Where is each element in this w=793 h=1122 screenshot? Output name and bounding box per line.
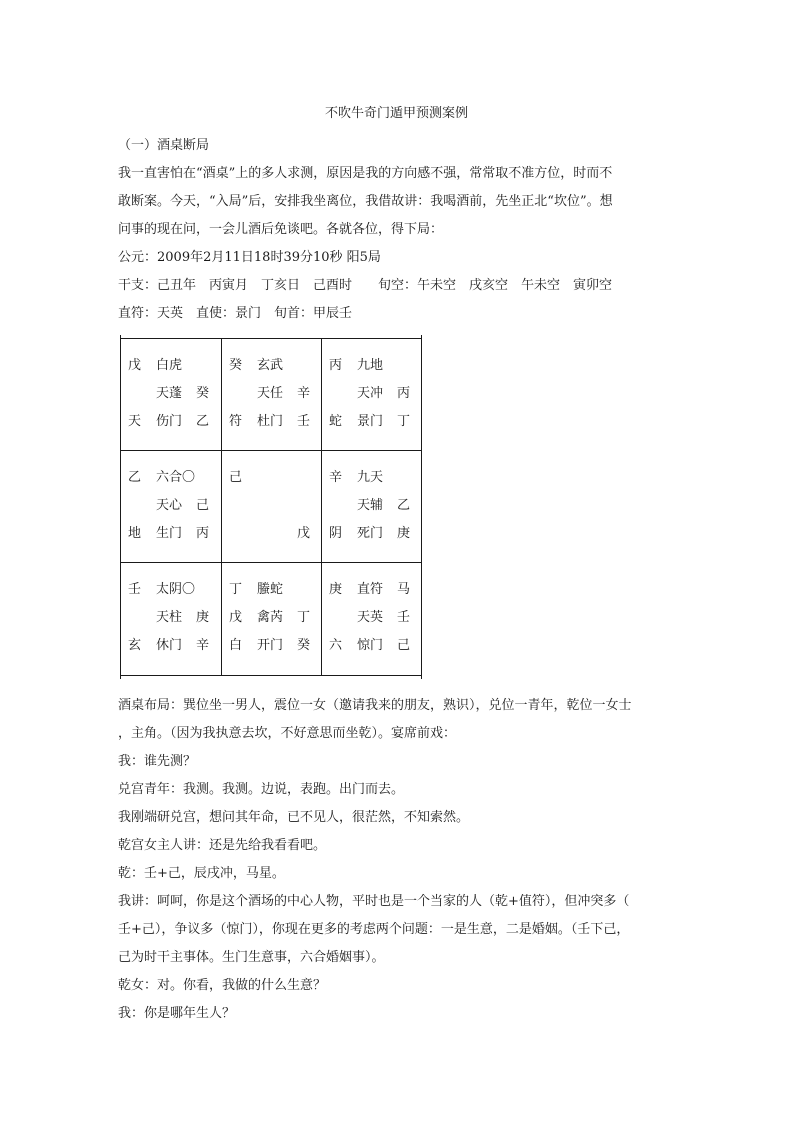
chart-border	[120, 559, 121, 566]
paragraph-line: 己为时干主事体。生门生意事，六合婚姻事）。	[118, 950, 385, 965]
palace-cell: 天柱	[156, 610, 183, 625]
palace-cell: 壬	[397, 610, 411, 625]
chart-border	[120, 335, 121, 342]
palace-cell: 己	[196, 498, 210, 513]
palace-cell: 壬	[128, 582, 142, 597]
palace-cell: 太阴〇	[156, 582, 196, 597]
palace-cell: 天任	[257, 386, 284, 401]
palace-cell: 白虎	[156, 358, 183, 373]
chart-border	[421, 447, 422, 454]
paragraph-line: ，主角。（因为我执意去坎，不好意思而坐乾）。宴席前戏：	[118, 726, 457, 741]
palace-cell: 景门	[357, 414, 384, 429]
chart-border	[120, 447, 121, 454]
chart-border	[120, 562, 422, 563]
palace-cell: 庚	[329, 582, 343, 597]
palace-cell: 戊	[128, 358, 142, 373]
palace-cell: 直符	[357, 582, 384, 597]
palace-cell: 戊	[229, 610, 243, 625]
palace-cell: 己	[397, 638, 411, 653]
palace-cell: 天蓬	[156, 386, 183, 401]
paragraph-line: 乾：壬+己，辰戌冲，马星。	[118, 866, 285, 881]
palace-cell: 白	[229, 638, 243, 653]
paragraph-line: 干支：己丑年 丙寅月 丁亥日 己酉时 旬空：午未空 戌亥空 午未空 寅卯空	[118, 278, 613, 293]
palace-cell: 辛	[297, 386, 311, 401]
chart-border	[120, 338, 422, 339]
palace-cell: 玄武	[257, 358, 284, 373]
palace-cell: 癸	[196, 386, 210, 401]
palace-cell: 庚	[397, 526, 411, 541]
palace-cell: 天	[128, 414, 142, 429]
palace-cell: 壬	[297, 414, 311, 429]
palace-cell: 辛	[196, 638, 210, 653]
paragraph-line: 直符：天英 直使：景门 旬首：甲辰壬	[118, 306, 353, 321]
palace-cell: 癸	[229, 358, 243, 373]
palace-cell: 蛇	[329, 414, 343, 429]
palace-cell: 丁	[297, 610, 311, 625]
paragraph-line: 我讲：呵呵，你是这个酒场的中心人物，平时也是一个当家的人（乾+值符），但冲突多（	[118, 894, 630, 909]
paragraph-line: 酒桌布局：巽位坐一男人，震位一女（邀请我来的朋友，熟识），兑位一青年，乾位一女士	[118, 698, 632, 713]
qimen-chart	[120, 338, 422, 676]
palace-cell: 天辅	[357, 498, 384, 513]
paragraph-line: 我刚端研兑宫，想问其年命，已不见人，很茫然，不知索然。	[118, 810, 470, 825]
palace-cell: 天心	[156, 498, 183, 513]
palace-cell: 螣蛇	[257, 582, 284, 597]
palace-cell: 丙	[329, 358, 343, 373]
palace-cell: 乙	[128, 470, 142, 485]
chart-border	[120, 338, 121, 676]
palace-cell: 丙	[397, 386, 411, 401]
paragraph-line: 公元：2009年2月11日18时39分10秒 阳5局	[118, 250, 381, 265]
chart-border	[120, 672, 121, 679]
palace-cell: 九天	[357, 470, 384, 485]
chart-border	[421, 338, 422, 676]
palace-cell: 戊	[297, 526, 311, 541]
palace-cell: 天冲	[357, 386, 384, 401]
paragraph-line: 兑宫青年：我测。我测。边说，表跑。出门而去。	[118, 782, 405, 797]
palace-cell: 六	[329, 638, 343, 653]
chart-border	[321, 338, 322, 676]
palace-cell: 禽芮	[257, 610, 284, 625]
palace-cell: 死门	[357, 526, 384, 541]
paragraph-line: 我一直害怕在“酒桌”上的多人求测，原因是我的方向感不强，常常取不准方位，时而不	[118, 166, 613, 181]
palace-cell: 丙	[196, 526, 210, 541]
palace-cell: 丁	[397, 414, 411, 429]
palace-cell: 庚	[196, 610, 210, 625]
palace-cell: 生门	[156, 526, 183, 541]
palace-cell: 己	[229, 470, 243, 485]
palace-cell: 阴	[329, 526, 343, 541]
palace-cell: 符	[229, 414, 243, 429]
palace-cell: 九地	[357, 358, 384, 373]
paragraph-line: 敢断案。今天，“入局”后，安排我坐离位，我借故讲：我喝酒前，先坐正北“坎位”。想	[118, 194, 613, 209]
paragraph-line: 乾宫女主人讲：还是先给我看看吧。	[118, 838, 327, 853]
palace-cell: 杜门	[257, 414, 284, 429]
palace-cell: 开门	[257, 638, 284, 653]
chart-border	[421, 559, 422, 566]
paragraph-line: 问事的现在问，一会儿酒后免谈吧。各就各位，得下局：	[118, 222, 444, 237]
palace-cell: 六合〇	[156, 470, 196, 485]
document-title: 不吹牛奇门遁甲预测案例	[324, 106, 468, 121]
palace-cell: 休门	[156, 638, 183, 653]
palace-cell: 马	[397, 582, 411, 597]
palace-cell: 伤门	[156, 414, 183, 429]
chart-border	[120, 675, 422, 676]
palace-cell: 惊门	[357, 638, 384, 653]
chart-border	[120, 450, 422, 451]
paragraph-line: 壬+己），争议多（惊门），你现在更多的考虑两个问题：一是生意，二是婚姻。（壬下己，	[118, 922, 630, 937]
palace-cell: 地	[128, 526, 142, 541]
palace-cell: 癸	[297, 638, 311, 653]
palace-cell: 乙	[397, 498, 411, 513]
paragraph-line: 我：你是哪年生人？	[118, 1006, 236, 1021]
palace-cell: 丁	[229, 582, 243, 597]
palace-cell: 辛	[329, 470, 343, 485]
paragraph-line: （一）酒桌断局	[118, 138, 210, 153]
chart-border	[221, 338, 222, 676]
chart-border	[421, 672, 422, 679]
palace-cell: 乙	[196, 414, 210, 429]
chart-border	[421, 335, 422, 342]
palace-cell: 天英	[357, 610, 384, 625]
paragraph-line: 乾女：对。你看，我做的什么生意？	[118, 978, 327, 993]
paragraph-line: 我：谁先测？	[118, 754, 197, 769]
palace-cell: 玄	[128, 638, 142, 653]
